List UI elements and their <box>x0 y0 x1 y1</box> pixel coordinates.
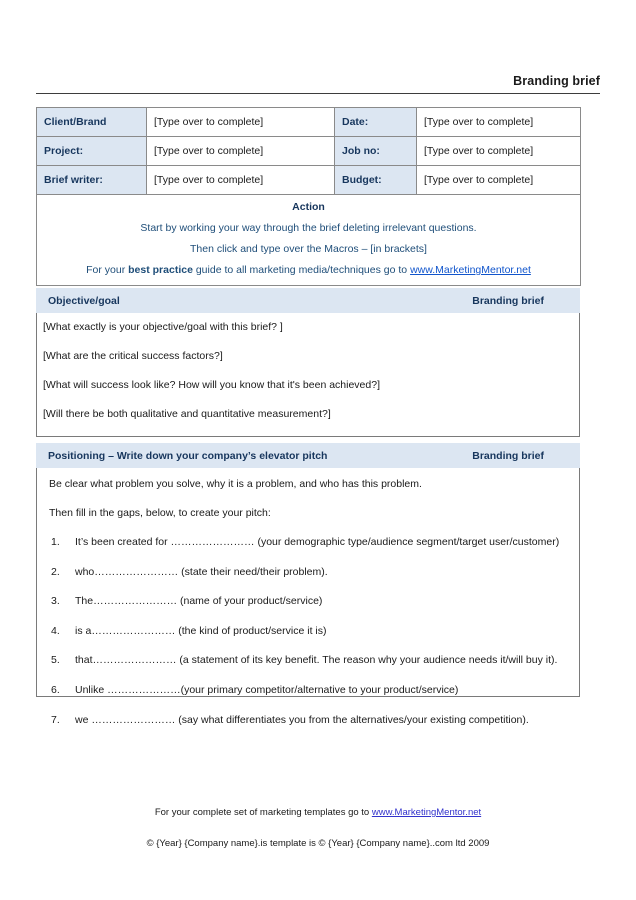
objective-section-brief-label: Branding brief <box>472 294 544 307</box>
positioning-pitch-list <box>47 536 571 726</box>
list-item <box>47 595 571 608</box>
brief-writer-label: Brief writer: <box>37 166 147 195</box>
list-item <box>47 654 571 667</box>
objective-prompt-1: [What exactly is your objective/goal with this brief? ] <box>43 321 283 333</box>
footer-marketing-mentor-link[interactable]: www.MarketingMentor.net <box>371 807 482 818</box>
objective-goal-section <box>36 288 580 437</box>
action-line3-prefix: For your <box>86 264 129 276</box>
action-row <box>37 195 581 286</box>
brief-info-table <box>36 107 581 286</box>
positioning-section-body[interactable] <box>36 468 580 726</box>
action-line3-middle: guide to all marketing media/techniques go to <box>192 264 411 276</box>
list-item-number: 2. <box>51 565 60 578</box>
page-title: Branding brief <box>513 74 600 88</box>
footer-templates-line <box>0 807 636 818</box>
list-item-text: It’s been created for …………………… (your demographic type/audience segment/target user/customer) <box>75 536 560 548</box>
list-item <box>47 684 571 697</box>
project-label: Project: <box>37 137 147 166</box>
table-row <box>37 166 581 195</box>
list-item-number: 5. <box>51 654 60 667</box>
list-item-number: 7. <box>51 713 60 726</box>
list-item-number: 4. <box>51 624 60 637</box>
list-item-text: The…………………… (name of your product/service) <box>75 595 323 608</box>
list-item-text: we …………………… (say what differentiates you from the alternatives/your existing competition). <box>75 713 529 726</box>
list-item-text: Unlike …………………(your primary competitor/alternative to your product/service) <box>75 683 459 696</box>
list-item-text: is a…………………… (the kind of product/service it is) <box>75 624 327 637</box>
positioning-section <box>36 443 580 726</box>
list-item <box>47 566 571 579</box>
action-instruction-3 <box>45 264 572 276</box>
list-item-number: 1. <box>51 536 60 548</box>
client-brand-label: Client/Brand <box>37 108 147 137</box>
table-row <box>37 137 581 166</box>
list-item-number: 6. <box>51 683 60 696</box>
list-item-text: who…………………… (state their need/their problem). <box>75 565 328 578</box>
list-item <box>47 625 571 638</box>
marketing-mentor-link[interactable]: www.MarketingMentor.net <box>410 264 531 276</box>
objective-prompt-2: [What are the critical success factors?] <box>43 350 223 363</box>
brief-writer-field[interactable]: [Type over to complete] <box>147 166 335 195</box>
budget-field[interactable]: [Type over to complete] <box>417 166 581 195</box>
action-instruction-2: Then click and type over the Macros – [in brackets] <box>190 243 427 255</box>
objective-section-title: Objective/goal <box>48 294 120 307</box>
action-heading: Action <box>292 201 325 213</box>
footer-copyright: © {Year} {Company name}.is template is © {Year} {Company name}..com ltd 2009 <box>146 838 490 849</box>
document-header <box>36 72 600 94</box>
list-item <box>47 536 571 549</box>
positioning-intro-2: Then fill in the gaps, below, to create your pitch: <box>49 507 271 519</box>
positioning-section-header <box>36 443 580 468</box>
action-cell <box>37 195 581 286</box>
action-line3-bold: best practice <box>128 264 193 276</box>
objective-section-header <box>36 288 580 313</box>
budget-label: Budget: <box>335 166 417 195</box>
job-no-field[interactable]: [Type over to complete] <box>417 137 581 166</box>
list-item-text: that…………………… (a statement of its key benefit. The reason why your audience needs it/will buy it). <box>75 654 558 667</box>
date-label: Date: <box>335 108 417 137</box>
objective-prompt-3: [What will success look like? How will you know that it's been achieved?] <box>43 379 380 392</box>
table-row <box>37 108 581 137</box>
date-field[interactable]: [Type over to complete] <box>417 108 581 137</box>
objective-prompt-4: [Will there be both qualitative and quantitative measurement?] <box>43 408 331 421</box>
positioning-intro-1: Be clear what problem you solve, why it is a problem, and who has this problem. <box>49 478 422 490</box>
client-brand-field[interactable]: [Type over to complete] <box>147 108 335 137</box>
positioning-section-brief-label: Branding brief <box>472 449 544 462</box>
objective-section-body[interactable] <box>36 313 580 437</box>
list-item-number: 3. <box>51 595 60 608</box>
footer-line1-prefix: For your complete set of marketing templates go to <box>154 807 372 818</box>
list-item <box>47 714 571 727</box>
positioning-section-title: Positioning – Write down your company’s elevator pitch <box>48 449 328 462</box>
project-field[interactable]: [Type over to complete] <box>147 137 335 166</box>
job-no-label: Job no: <box>335 137 417 166</box>
action-instruction-1: Start by working your way through the brief deleting irrelevant questions. <box>140 222 477 234</box>
